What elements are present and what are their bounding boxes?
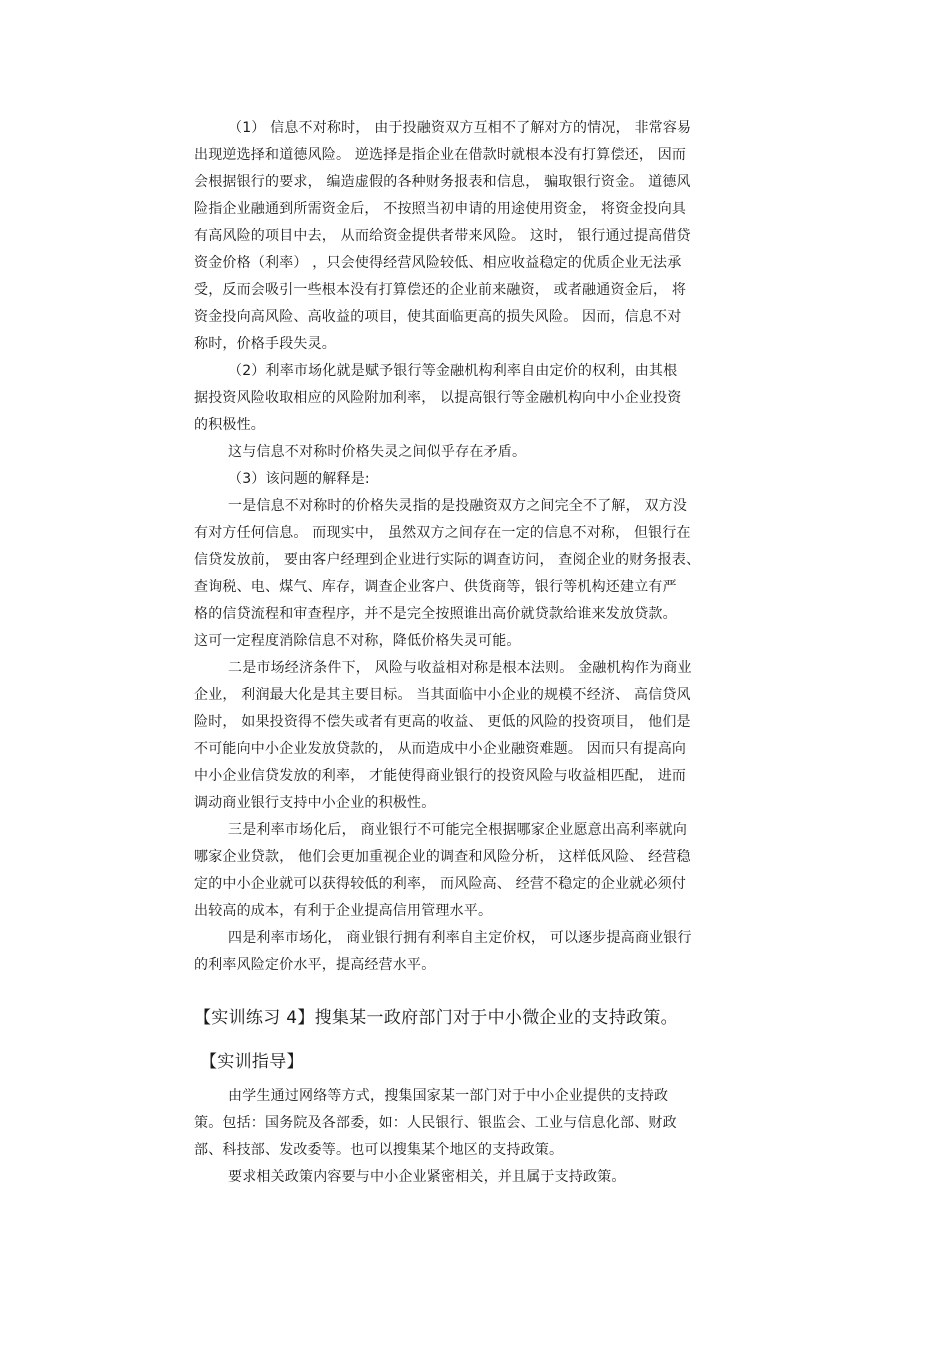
paragraph-line: 有高风险的项目中去， 从而给资金提供者带来风险。 这时， 银行通过提高借贷 (194, 228, 691, 244)
paragraph-line: 这可一定程度消除信息不对称，降低价格失灵可能。 (194, 633, 521, 649)
paragraph-line: （1） 信息不对称时， 由于投融资双方互相不了解对方的情况， 非常容易 (228, 120, 692, 136)
guidance-line: 要求相关政策内容要与中小企业紧密相关，并且属于支持政策。 (228, 1169, 626, 1185)
paragraph-line: 险指企业融通到所需资金后， 不按照当初申请的用途使用资金， 将资金投向具 (194, 201, 687, 217)
paragraph-line: 称时，价格手段失灵。 (194, 336, 336, 352)
paragraph-line: 资金投向高风险、高收益的项目，使其面临更高的损失风险。 因而，信息不对 (194, 309, 682, 325)
guidance-heading: 【实训指导】 (200, 1052, 304, 1072)
exercise-heading: 【实训练习 4】搜集某一政府部门对于中小微企业的支持政策。 (194, 1008, 678, 1028)
paragraph-line: 会根据银行的要求， 编造虚假的各种财务报表和信息， 骗取银行资金。 道德风 (194, 174, 691, 190)
paragraph-line: 定的中小企业就可以获得较低的利率， 而风险高、 经营不稳定的企业就必须付 (194, 876, 687, 892)
paragraph-line: 哪家企业贷款， 他们会更加重视企业的调查和风险分析， 这样低风险、 经营稳 (194, 849, 691, 865)
paragraph-line: 格的信贷流程和审查程序，并不是完全按照谁出高价就贷款给谁来发放贷款。 (194, 606, 677, 622)
paragraph-line: 出现逆选择和道德风险。 逆选择是指企业在借款时就根本没有打算偿还， 因而 (194, 147, 687, 163)
paragraph-line: 这与信息不对称时价格失灵之间似乎存在矛盾。 (228, 444, 527, 460)
paragraph-line: 四是利率市场化， 商业银行拥有利率自主定价权， 可以逐步提高商业银行 (228, 930, 692, 946)
paragraph-line: 二是市场经济条件下， 风险与收益相对称是根本法则。 金融机构作为商业 (228, 660, 692, 676)
guidance-line: 由学生通过网络等方式，搜集国家某一部门对于中小企业提供的支持政 (228, 1088, 669, 1104)
paragraph-line: 信贷发放前， 要由客户经理到企业进行实际的调查访问， 查阅企业的财务报表、 (194, 552, 701, 568)
paragraph-line: 企业， 利润最大化是其主要目标。 当其面临中小企业的规模不经济、 高信贷风 (194, 687, 691, 703)
paragraph-line: 中小企业信贷发放的利率， 才能使得商业银行的投资风险与收益相匹配， 进而 (194, 768, 687, 784)
paragraph-line: 的积极性。 (194, 417, 265, 433)
paragraph-line: 有对方任何信息。 而现实中， 虽然双方之间存在一定的信息不对称， 但银行在 (194, 525, 691, 541)
paragraph-line: 不可能向中小企业发放贷款的， 从而造成中小企业融资难题。 因而只有提高向 (194, 741, 687, 757)
paragraph-line: 险时， 如果投资得不偿失或者有更高的收益、 更低的风险的投资项目， 他们是 (194, 714, 691, 730)
paragraph-line: 一是信息不对称时的价格失灵指的是投融资双方之间完全不了解， 双方没 (228, 498, 688, 514)
guidance-line: 策。包括：国务院及各部委，如：人民银行、银监会、工业与信息化部、财政 (194, 1115, 677, 1131)
guidance-line: 部、科技部、发改委等。也可以搜集某个地区的支持政策。 (194, 1142, 564, 1158)
paragraph-line: 出较高的成本，有利于企业提高信用管理水平。 (194, 903, 493, 919)
paragraph-line: （2）利率市场化就是赋予银行等金融机构利率自由定价的权利，由其根 (228, 363, 678, 379)
paragraph-line: （3）该问题的解释是: (228, 471, 370, 487)
paragraph-line: 资金价格（利率） ，只会使得经营风险较低、相应收益稳定的优质企业无法承 (194, 255, 682, 271)
paragraph-line: 的利率风险定价水平，提高经营水平。 (194, 957, 436, 973)
paragraph-line: 受，反而会吸引一些根本没有打算偿还的企业前来融资， 或者融通资金后， 将 (194, 282, 687, 298)
paragraph-line: 调动商业银行支持中小企业的积极性。 (194, 795, 436, 811)
paragraph-line: 三是利率市场化后， 商业银行不可能完全根据哪家企业愿意出高利率就向 (228, 822, 688, 838)
paragraph-line: 据投资风险收取相应的风险附加利率， 以提高银行等金融机构向中小企业投资 (194, 390, 682, 406)
paragraph-line: 查询税、电、煤气、库存，调查企业客户、供货商等，银行等机构还建立有严 (194, 579, 677, 595)
